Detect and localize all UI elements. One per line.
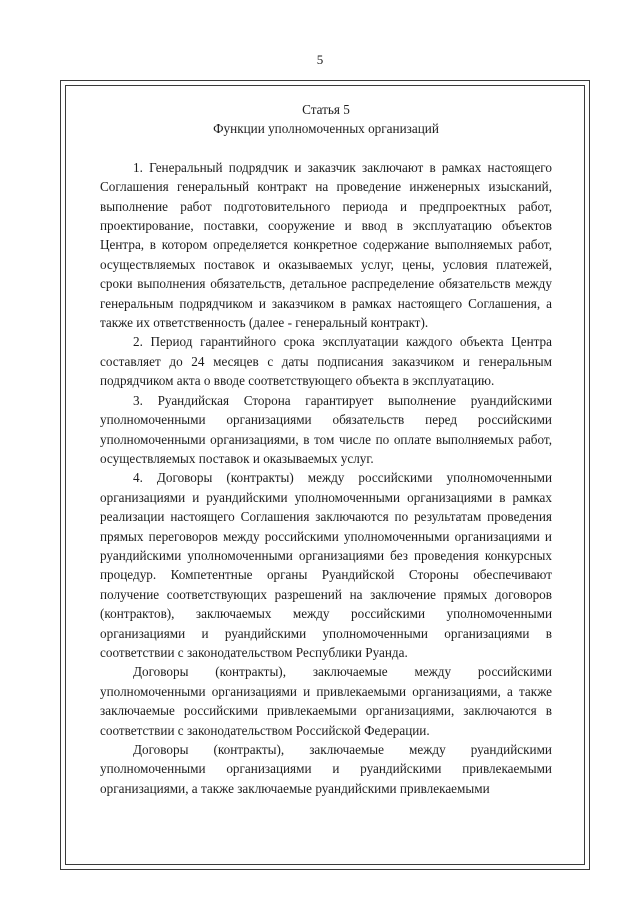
paragraph-3: 3. Руандийская Сторона гарантирует выполнение руандийскими уполномоченными организациями обязательств перед российскими уполномоченными организациями, в том числе по оплате выполняемых работ, осуществляемых поставок и оказываемых услуг. <box>100 392 552 466</box>
article-subtitle: Функции уполномоченных организаций <box>213 121 439 137</box>
document-body <box>100 100 552 798</box>
paragraph-6: Договоры (контракты), заключаемые между руандийскими уполномоченными организациями и руандийскими привлекаемыми организациями, а также заключаемые руандийскими привлекаемыми <box>100 742 552 796</box>
page-number: 5 <box>316 52 324 67</box>
article-title: Статья 5 <box>302 102 350 117</box>
paragraph-4: 4. Договоры (контракты) между российскими уполномоченными организациями и руандийскими уполномоченными организациями в рамках реализации настоящего Соглашения заключаются по результатам проведения прямых переговоров между российскими уполномоченными организациями и руандийскими уполномоченными организациями без проведения конкурсных процедур. Компетентные органы Руандийской Стороны обеспечивают получение соответствующих разрешений на заключение прямых договоров (контрактов), заключаемых между российскими уполномоченными организациями и руандийскими уполномоченными организациями в соответствии с законодательством Республики Руанда. <box>100 470 552 660</box>
paragraph-2: 2. Период гарантийного срока эксплуатации каждого объекта Центра составляет до 24 месяцев с даты подписания заказчиком и генеральным подрядчиком акта о вводе соответствующего объекта в эксплуатацию. <box>100 334 552 389</box>
paragraph-1: 1. Генеральный подрядчик и заказчик заключают в рамках настоящего Соглашения генеральный контракт на проведение инженерных изысканий, выполнение работ подготовительного периода и предпроектных работ, проектирование, поставки, сооружение и ввод в эксплуатацию объектов Центра, в котором определяется конкретное содержание выполняемых работ, осуществляемых поставок и оказываемых услуг, цены, условия платежей, сроки выполнения обязательств, детальное распределение обязательств между генеральным подрядчиком и заказчиком в рамках настоящего Соглашения, а также их ответственность (далее - генеральный контракт). <box>100 159 552 331</box>
paragraph-5: Договоры (контракты), заключаемые между российскими уполномоченными организациями и привлекаемыми организациями, а также заключаемые российскими привлекаемыми организациями, заключаются в соответствии с законодательством Российской Федерации. <box>100 664 552 738</box>
